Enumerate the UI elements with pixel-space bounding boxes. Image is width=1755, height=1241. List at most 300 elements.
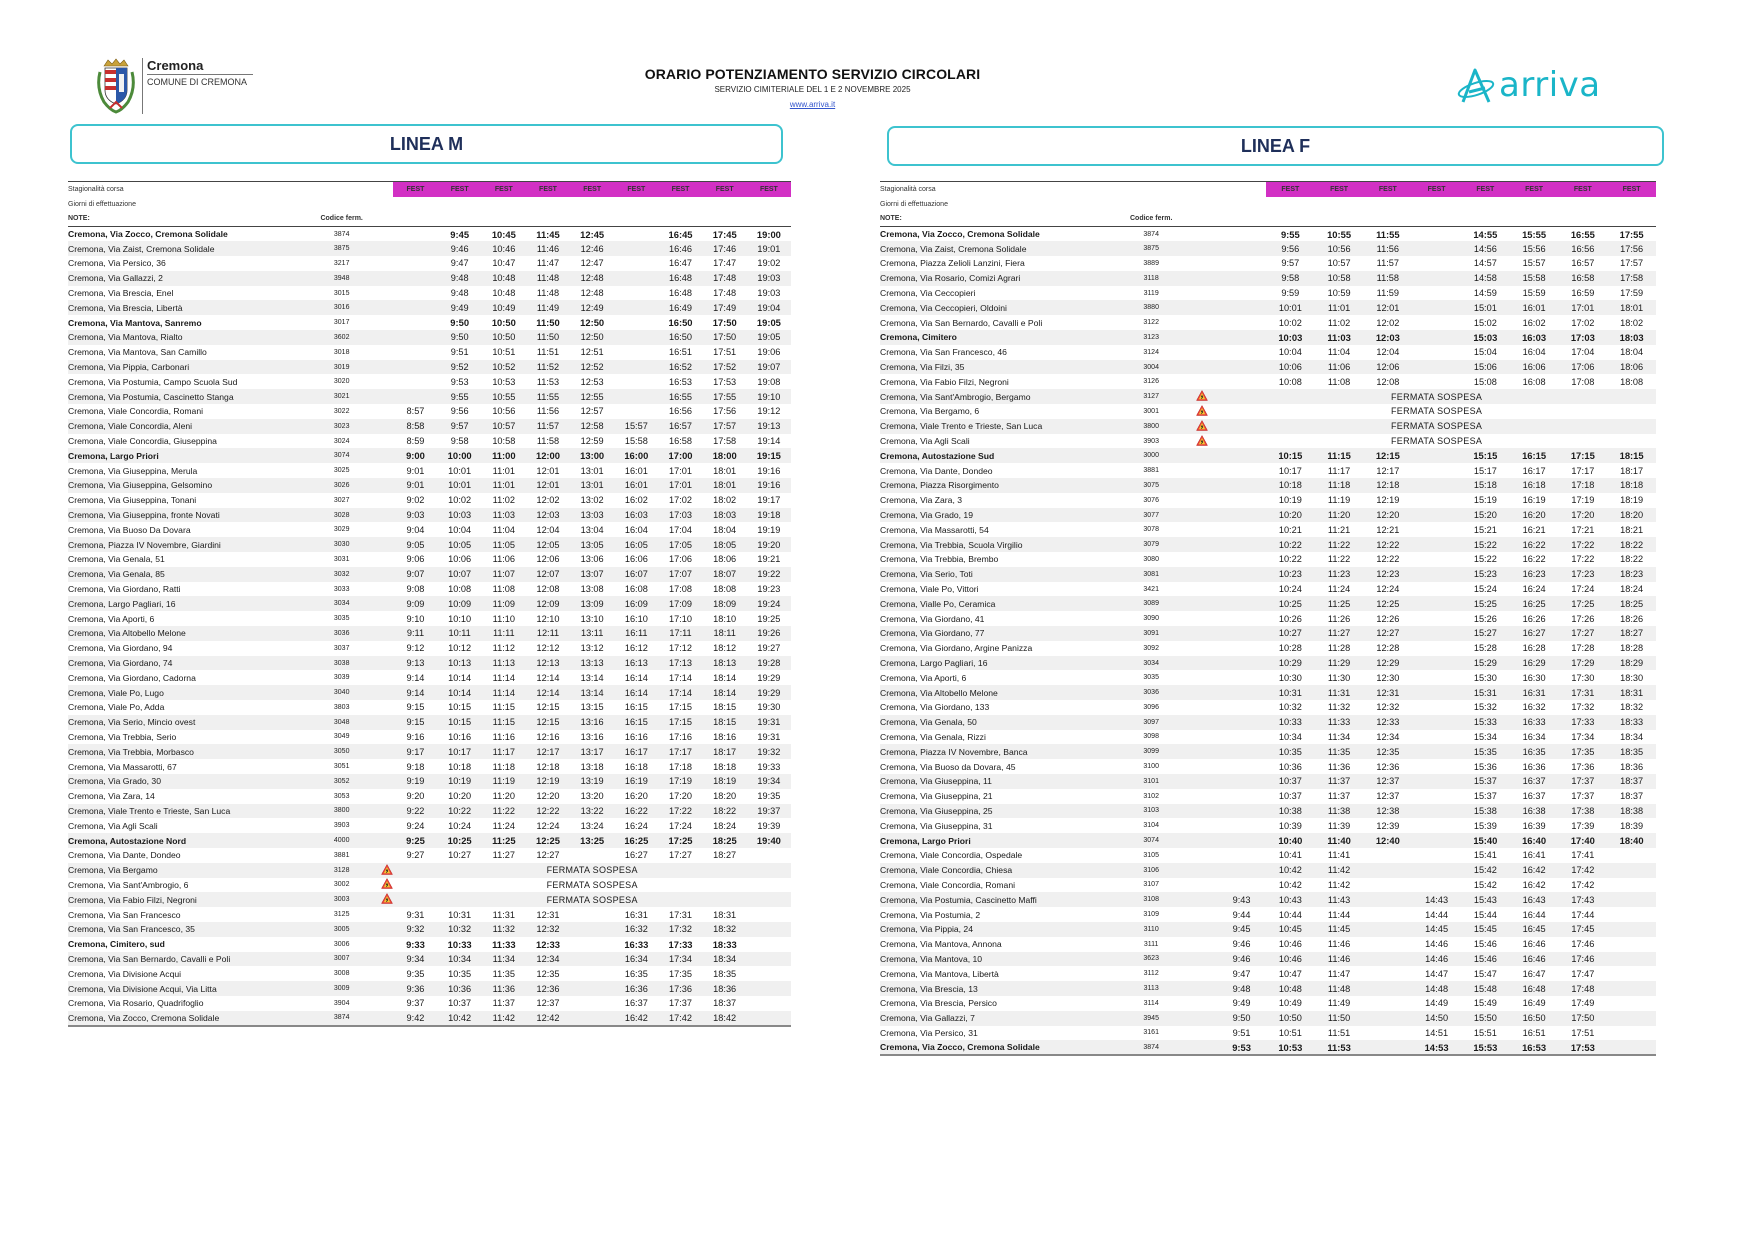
stop-name: Cremona, Autostazione Sud xyxy=(880,448,1116,463)
departure-time: 12:19 xyxy=(526,774,570,789)
stop-name: Cremona, Viale Po, Adda xyxy=(68,702,165,713)
fest-header: FEST xyxy=(1363,182,1412,197)
departure-time: 19:00 xyxy=(756,228,781,240)
stop-name: Cremona, Via Zara, 14 xyxy=(68,791,155,802)
stop-code: 3009 xyxy=(303,981,381,996)
departure-time: 10:48 xyxy=(1266,981,1315,996)
departure-time: 12:53 xyxy=(580,376,604,387)
fest-header: FEST xyxy=(1558,182,1607,197)
fest-header: FEST xyxy=(1461,182,1510,197)
departure-time: 12:25 xyxy=(526,833,570,848)
timetable-row xyxy=(880,582,1656,597)
timetable-row xyxy=(68,227,791,242)
departure-time: 10:51 xyxy=(492,347,516,358)
stop-code: 3114 xyxy=(1143,999,1159,1007)
departure-time xyxy=(614,271,658,286)
warn-spacer xyxy=(1187,715,1217,730)
stop-name: Cremona, Via Postumia, Campo Scuola Sud xyxy=(68,376,238,387)
departure-time: 14:53 xyxy=(1412,1040,1461,1055)
departure-time: 12:58 xyxy=(570,419,614,434)
departure-time: 12:08 xyxy=(1376,376,1400,387)
departure-time xyxy=(1412,774,1461,789)
departure-time: 12:36 xyxy=(526,981,570,996)
departure-time: 11:53 xyxy=(1315,1040,1364,1055)
departure-time: 17:21 xyxy=(1571,524,1595,535)
timetable-row xyxy=(880,374,1656,389)
departure-time xyxy=(1217,227,1266,242)
stop-name: Cremona, Via Genala, 50 xyxy=(880,715,1116,730)
linea-f-timetable xyxy=(880,181,1656,1056)
warn-spacer xyxy=(1187,641,1217,656)
stop-name: Cremona, Via Fabio Filzi, Negroni xyxy=(68,892,303,907)
stop-code: 3109 xyxy=(1143,911,1159,919)
departure-time: 12:25 xyxy=(1363,596,1412,611)
departure-time: 10:49 xyxy=(1278,998,1302,1009)
departure-time: 10:01 xyxy=(1266,300,1315,315)
departure-time: 10:08 xyxy=(448,584,472,595)
departure-time: 16:19 xyxy=(1522,495,1546,506)
departure-time: 16:24 xyxy=(624,820,648,831)
warn-spacer xyxy=(380,522,393,537)
empty-cell xyxy=(1116,197,1656,212)
departure-time xyxy=(614,389,658,404)
stop-code: 3099 xyxy=(1116,744,1187,759)
service-days-row xyxy=(68,197,791,212)
departure-time xyxy=(570,937,614,952)
warn-spacer xyxy=(380,182,393,197)
departure-time: 10:49 xyxy=(482,300,526,315)
departure-time: 14:51 xyxy=(1425,1027,1449,1038)
departure-time: 10:57 xyxy=(1327,258,1351,269)
departure-time: 12:05 xyxy=(526,537,570,552)
departure-time: 13:02 xyxy=(580,495,604,506)
warn-spacer xyxy=(380,818,393,833)
departure-time: 16:30 xyxy=(1522,672,1546,683)
departure-time: 18:17 xyxy=(703,744,747,759)
departure-time: 18:26 xyxy=(1620,613,1644,624)
stop-code: 3003 xyxy=(303,892,381,907)
departure-time: 12:48 xyxy=(580,288,604,299)
departure-time: 12:13 xyxy=(526,656,570,671)
departure-time: 17:22 xyxy=(658,804,702,819)
stop-code: 3033 xyxy=(333,585,350,593)
departure-time: 9:16 xyxy=(406,731,425,742)
warn-spacer xyxy=(1187,374,1217,389)
departure-time: 16:21 xyxy=(1522,524,1546,535)
timetable-row xyxy=(880,818,1656,833)
departure-time: 12:37 xyxy=(1376,791,1400,802)
arriva-website-link[interactable]: www.arriva.it xyxy=(789,100,836,109)
departure-time: 13:18 xyxy=(580,761,604,772)
departure-time: 10:53 xyxy=(1266,1040,1315,1055)
departure-time: 11:23 xyxy=(1315,567,1364,582)
departure-time: 18:37 xyxy=(1620,791,1644,802)
timetable-row xyxy=(880,493,1656,508)
departure-time: 10:56 xyxy=(1315,241,1364,256)
departure-time: 16:45 xyxy=(668,228,693,240)
stop-name: Cremona, Via Rosario, Comizi Agrari xyxy=(880,271,1116,286)
departure-time: 12:07 xyxy=(526,567,570,582)
stop-code: 3089 xyxy=(1116,596,1187,611)
departure-time: 10:27 xyxy=(448,850,472,861)
timetable-row xyxy=(68,878,791,893)
stop-name: Cremona, Via Grado, 30 xyxy=(68,774,303,789)
fest-header: FEST xyxy=(1266,182,1315,197)
departure-time: 18:38 xyxy=(1607,804,1656,819)
timetable-row xyxy=(880,744,1656,759)
timetable-row xyxy=(880,448,1656,463)
warn-spacer xyxy=(1187,582,1217,597)
departure-time xyxy=(1412,300,1461,315)
departure-time: 12:10 xyxy=(536,613,560,624)
timetable-row xyxy=(68,596,791,611)
departure-time: 18:31 xyxy=(1607,685,1656,700)
departure-time: 12:55 xyxy=(570,389,614,404)
departure-time: 11:04 xyxy=(1327,347,1351,358)
departure-time: 10:58 xyxy=(492,436,516,447)
stop-code: 3097 xyxy=(1116,715,1187,730)
departure-time: 16:46 xyxy=(1510,952,1559,967)
stop-name: Cremona, Via San Francesco, 35 xyxy=(68,922,303,937)
departure-time: 18:15 xyxy=(1607,448,1656,463)
stop-code: 3017 xyxy=(333,319,350,327)
departure-time: 19:03 xyxy=(747,271,791,286)
departure-time xyxy=(1412,656,1461,671)
departure-time: 11:12 xyxy=(492,643,515,654)
departure-time: 16:22 xyxy=(1522,554,1546,565)
departure-time: 17:25 xyxy=(1558,596,1607,611)
departure-time xyxy=(1607,1011,1656,1026)
stop-name: Cremona, Via Zocco, Cremona Solidale xyxy=(880,229,1040,240)
stop-name: Cremona, Via Ceccopieri, Oldoini xyxy=(880,300,1116,315)
departure-time: 16:52 xyxy=(658,360,702,375)
departure-time: 11:48 xyxy=(536,288,560,299)
departure-time: 17:03 xyxy=(1558,330,1607,345)
departure-time: 19:21 xyxy=(757,554,781,565)
departure-time: 10:18 xyxy=(448,761,472,772)
departure-time: 12:26 xyxy=(1376,613,1400,624)
departure-time: 17:22 xyxy=(1558,537,1607,552)
departure-time: 11:31 xyxy=(1315,685,1364,700)
departure-time xyxy=(1607,848,1656,863)
departure-time: 16:20 xyxy=(624,791,648,802)
departure-time: 10:07 xyxy=(438,567,482,582)
stop-name: Cremona, Via Giuseppina, Tonani xyxy=(68,495,197,506)
departure-time xyxy=(1217,804,1266,819)
departure-time: 18:01 xyxy=(1607,300,1656,315)
departure-time: 17:57 xyxy=(1620,258,1644,269)
departure-time xyxy=(747,966,791,981)
departure-time: 16:05 xyxy=(614,537,658,552)
departure-time xyxy=(1412,878,1461,893)
departure-time: 19:33 xyxy=(757,761,781,772)
municipality-name: Cremona xyxy=(147,58,253,75)
stop-code: 3881 xyxy=(1143,467,1159,475)
departure-time: 11:25 xyxy=(482,833,526,848)
departure-time: 15:17 xyxy=(1473,465,1497,476)
stop-code: 3052 xyxy=(303,774,381,789)
stop-name: Cremona, Via Genala, 51 xyxy=(68,554,165,565)
stop-name: Cremona, Via Mantova, Sanremo xyxy=(68,317,202,328)
stop-code: 3875 xyxy=(1116,241,1187,256)
departure-time: 15:26 xyxy=(1473,613,1497,624)
warn-spacer xyxy=(1187,537,1217,552)
suspended-stop-notice: FERMATA SOSPESA xyxy=(393,863,791,878)
stop-name: Cremona, Via Giordano, 133 xyxy=(880,702,990,713)
departure-time: 11:47 xyxy=(1327,968,1351,979)
departure-time xyxy=(1412,582,1461,597)
linea-f-title-box xyxy=(887,126,1664,166)
departure-time xyxy=(1217,286,1266,301)
departure-time: 17:15 xyxy=(658,715,702,730)
departure-time: 16:56 xyxy=(669,406,692,417)
timetable-row xyxy=(68,330,791,345)
departure-time: 11:06 xyxy=(492,554,515,565)
departure-time: 13:25 xyxy=(570,833,614,848)
departure-time: 14:47 xyxy=(1425,968,1449,979)
departure-time: 16:51 xyxy=(1522,1027,1546,1038)
departure-time: 16:12 xyxy=(624,643,648,654)
departure-time: 15:27 xyxy=(1461,626,1510,641)
departure-time xyxy=(1412,493,1461,508)
departure-time: 11:50 xyxy=(1315,1011,1364,1026)
departure-time: 10:02 xyxy=(1278,317,1302,328)
departure-time: 13:08 xyxy=(580,584,604,595)
warn-spacer xyxy=(380,996,393,1011)
departure-time xyxy=(1412,715,1461,730)
departure-time: 17:36 xyxy=(658,981,702,996)
departure-time: 17:33 xyxy=(1558,715,1607,730)
departure-time xyxy=(1363,892,1412,907)
departure-time: 12:23 xyxy=(1363,567,1412,582)
departure-time: 17:46 xyxy=(1558,952,1607,967)
departure-time: 16:55 xyxy=(1570,228,1595,240)
departure-time xyxy=(747,848,791,863)
stop-name: Cremona, Piazza IV Novembre, Banca xyxy=(880,744,1116,759)
departure-time: 11:22 xyxy=(482,804,526,819)
timetable-row xyxy=(880,478,1656,493)
departure-time: 10:56 xyxy=(492,406,516,417)
departure-time: 11:51 xyxy=(536,347,560,358)
departure-time: 16:15 xyxy=(624,702,648,713)
departure-time: 13:05 xyxy=(570,537,614,552)
departure-time: 10:46 xyxy=(482,241,526,256)
departure-time: 12:22 xyxy=(1363,537,1412,552)
departure-time: 10:59 xyxy=(1327,288,1351,299)
timetable-row xyxy=(68,996,791,1011)
stop-name: Cremona, Via Agli Scali xyxy=(880,436,970,447)
departure-time: 9:42 xyxy=(393,1011,437,1026)
departure-time: 10:43 xyxy=(1266,892,1315,907)
departure-time: 11:28 xyxy=(1327,643,1351,654)
departure-time: 11:24 xyxy=(492,820,515,831)
departure-time: 15:38 xyxy=(1461,804,1510,819)
departure-time: 9:01 xyxy=(393,478,437,493)
departure-time: 16:08 xyxy=(624,584,648,595)
departure-time xyxy=(1363,966,1412,981)
stop-code: 3127 xyxy=(1116,389,1187,404)
departure-time: 12:32 xyxy=(1376,702,1400,713)
stop-name: Cremona, Viale Po, Vittori xyxy=(880,584,979,595)
departure-time: 13:11 xyxy=(570,626,614,641)
warn-spacer xyxy=(1187,670,1217,685)
departure-time: 9:18 xyxy=(406,761,425,772)
departure-time: 11:46 xyxy=(526,241,570,256)
stop-name: Cremona, Autostazione Nord xyxy=(68,833,303,848)
departure-time: 17:37 xyxy=(1571,791,1595,802)
departure-time: 19:30 xyxy=(757,702,781,713)
departure-time: 17:04 xyxy=(669,524,692,535)
departure-time: 15:22 xyxy=(1461,537,1510,552)
departure-time xyxy=(747,981,791,996)
stop-code: 3077 xyxy=(1116,508,1187,523)
departure-time: 13:13 xyxy=(570,656,614,671)
departure-time: 19:12 xyxy=(757,406,781,417)
departure-time: 11:59 xyxy=(1376,288,1399,299)
departure-time xyxy=(1607,952,1656,967)
stop-name: Cremona, Via Giordano, Ratti xyxy=(68,584,181,595)
departure-time xyxy=(1217,345,1266,360)
departure-time: 12:39 xyxy=(1376,820,1400,831)
departure-time: 16:34 xyxy=(614,952,658,967)
departure-time: 19:29 xyxy=(747,685,791,700)
stop-name: Cremona, Via Dante, Dondeo xyxy=(68,850,181,861)
departure-time: 12:42 xyxy=(526,1011,570,1026)
departure-time xyxy=(1412,730,1461,745)
stop-code: 3026 xyxy=(303,478,381,493)
stop-name: Cremona, Piazza IV Novembre, Giardini xyxy=(68,537,303,552)
departure-time xyxy=(1412,626,1461,641)
stop-code: 3091 xyxy=(1116,626,1187,641)
departure-time: 17:32 xyxy=(1571,702,1595,713)
departure-time: 11:49 xyxy=(1327,998,1351,1009)
warn-spacer xyxy=(380,493,393,508)
departure-time: 18:19 xyxy=(703,774,747,789)
departure-time: 15:01 xyxy=(1461,300,1510,315)
stop-name: Cremona, Via Trebbia, Brembo xyxy=(880,554,999,565)
stop-code: 3023 xyxy=(303,419,381,434)
stop-code: 3074 xyxy=(303,448,381,463)
departure-time: 10:04 xyxy=(1278,347,1302,358)
stop-code: 3037 xyxy=(333,644,350,652)
fest-header: FEST xyxy=(438,182,482,197)
departure-time: 13:07 xyxy=(570,567,614,582)
departure-time: 14:56 xyxy=(1461,241,1510,256)
departure-time: 11:02 xyxy=(492,495,515,506)
departure-time: 9:58 xyxy=(450,436,469,447)
departure-time: 9:27 xyxy=(406,850,425,861)
departure-time: 16:01 xyxy=(1510,300,1559,315)
timetable-row xyxy=(68,552,791,567)
departure-time: 13:06 xyxy=(580,554,604,565)
warn-spacer xyxy=(380,596,393,611)
departure-time: 15:22 xyxy=(1473,554,1497,565)
departure-time: 18:14 xyxy=(703,685,747,700)
departure-time: 16:18 xyxy=(624,761,648,772)
departure-time: 17:42 xyxy=(658,1011,702,1026)
departure-time: 10:14 xyxy=(448,672,472,683)
departure-time xyxy=(1607,892,1656,907)
timetable-row xyxy=(880,848,1656,863)
stop-code: 3904 xyxy=(333,999,350,1007)
departure-time: 10:06 xyxy=(1266,360,1315,375)
stop-code: 3128 xyxy=(303,863,381,878)
departure-time: 16:03 xyxy=(1510,330,1559,345)
departure-time: 11:34 xyxy=(1327,731,1351,742)
departure-time: 10:42 xyxy=(438,1011,482,1026)
departure-time: 16:34 xyxy=(1522,731,1546,742)
warn-spacer xyxy=(1187,966,1217,981)
departure-time: 11:32 xyxy=(482,922,526,937)
departure-time xyxy=(1217,789,1266,804)
stop-code: 3125 xyxy=(333,911,350,919)
departure-time: 17:36 xyxy=(1571,761,1595,772)
departure-time: 17:14 xyxy=(658,685,702,700)
stop-name: Cremona, Via Zocco, Cremona Solidale xyxy=(68,1011,303,1026)
departure-time: 18:32 xyxy=(1620,702,1644,713)
stop-code: 3889 xyxy=(1143,259,1159,267)
departure-time: 11:16 xyxy=(492,731,515,742)
suspended-stop-notice: FERMATA SOSPESA xyxy=(1217,389,1656,404)
stop-code: 3803 xyxy=(333,703,350,711)
departure-time: 9:56 xyxy=(1266,241,1315,256)
departure-time xyxy=(1412,700,1461,715)
timetable-row xyxy=(880,345,1656,360)
departure-time: 19:15 xyxy=(747,448,791,463)
departure-time xyxy=(1363,996,1412,1011)
departure-time: 12:18 xyxy=(1363,478,1412,493)
departure-time: 11:17 xyxy=(482,744,526,759)
departure-time xyxy=(1217,300,1266,315)
departure-time: 17:12 xyxy=(669,643,692,654)
departure-time: 15:25 xyxy=(1461,596,1510,611)
stop-code: 3874 xyxy=(1116,1040,1187,1055)
departure-time: 18:18 xyxy=(713,761,737,772)
departure-time: 15:31 xyxy=(1461,685,1510,700)
departure-time: 19:03 xyxy=(757,288,781,299)
stop-code: 3074 xyxy=(1116,833,1187,848)
departure-time: 17:14 xyxy=(669,672,692,683)
departure-time xyxy=(1217,641,1266,656)
warn-spacer xyxy=(380,315,393,330)
departure-time: 12:33 xyxy=(536,938,560,950)
stop-code: 3015 xyxy=(333,289,350,297)
timetable-row xyxy=(68,700,791,715)
warn-spacer xyxy=(1187,730,1217,745)
departure-time: 16:25 xyxy=(1510,596,1559,611)
departure-time: 11:05 xyxy=(482,537,526,552)
warn-spacer xyxy=(380,419,393,434)
warn-spacer xyxy=(380,774,393,789)
departure-time: 12:36 xyxy=(1376,761,1400,772)
departure-time: 10:10 xyxy=(448,613,472,624)
departure-time: 11:35 xyxy=(492,968,515,979)
departure-time: 10:35 xyxy=(1266,744,1315,759)
departure-time: 11:48 xyxy=(1315,981,1364,996)
departure-time: 17:51 xyxy=(713,347,737,358)
departure-time: 18:42 xyxy=(703,1011,747,1026)
departure-time: 11:42 xyxy=(1315,863,1364,878)
departure-time: 9:47 xyxy=(1232,968,1251,979)
stop-name: Cremona, Via Agli Scali xyxy=(68,820,158,831)
departure-time: 12:35 xyxy=(1363,744,1412,759)
stop-code: 3048 xyxy=(303,715,381,730)
departure-time: 15:44 xyxy=(1473,909,1497,920)
departure-time: 16:01 xyxy=(624,465,648,476)
timetable-row xyxy=(880,286,1656,301)
departure-time: 11:33 xyxy=(492,938,516,950)
timetable-row xyxy=(880,596,1656,611)
